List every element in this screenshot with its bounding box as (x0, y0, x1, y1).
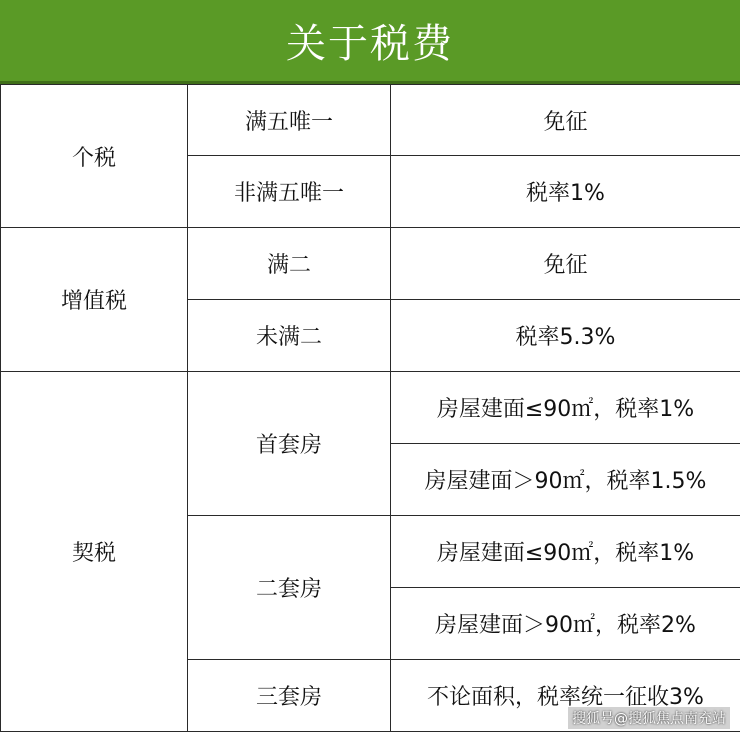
condition-cell: 满五唯一 (188, 85, 391, 156)
watermark: 搜狐号@搜狐焦点南充站 (568, 707, 730, 729)
condition-cell: 满二 (188, 228, 391, 300)
rate-cell: 房屋建面＞90㎡，税率1.5% (391, 444, 740, 516)
rate-cell: 不论面积，税率统一征收3% (391, 660, 740, 732)
rate-cell: 房屋建面≤90㎡，税率1% (391, 372, 740, 444)
rate-cell: 税率1% (391, 156, 740, 228)
table-row (1, 228, 740, 300)
table-row (1, 372, 740, 444)
category-vat: 增值税 (1, 228, 188, 372)
condition-second-home: 二套房 (188, 516, 391, 660)
rate-cell: 免征 (391, 228, 740, 300)
rate-cell: 房屋建面＞90㎡，税率2% (391, 588, 740, 660)
category-individual-tax: 个税 (1, 85, 188, 228)
table-row (1, 85, 740, 156)
category-deed-tax: 契税 (1, 372, 188, 732)
page-title: 关于税费 (286, 21, 454, 67)
condition-third-home: 三套房 (188, 660, 391, 732)
title-banner (0, 0, 740, 84)
condition-first-home: 首套房 (188, 372, 391, 516)
rate-cell: 免征 (391, 85, 740, 156)
rate-cell: 税率5.3% (391, 300, 740, 372)
condition-cell: 非满五唯一 (188, 156, 391, 228)
tax-table (0, 84, 740, 732)
condition-cell: 未满二 (188, 300, 391, 372)
rate-cell: 房屋建面≤90㎡，税率1% (391, 516, 740, 588)
